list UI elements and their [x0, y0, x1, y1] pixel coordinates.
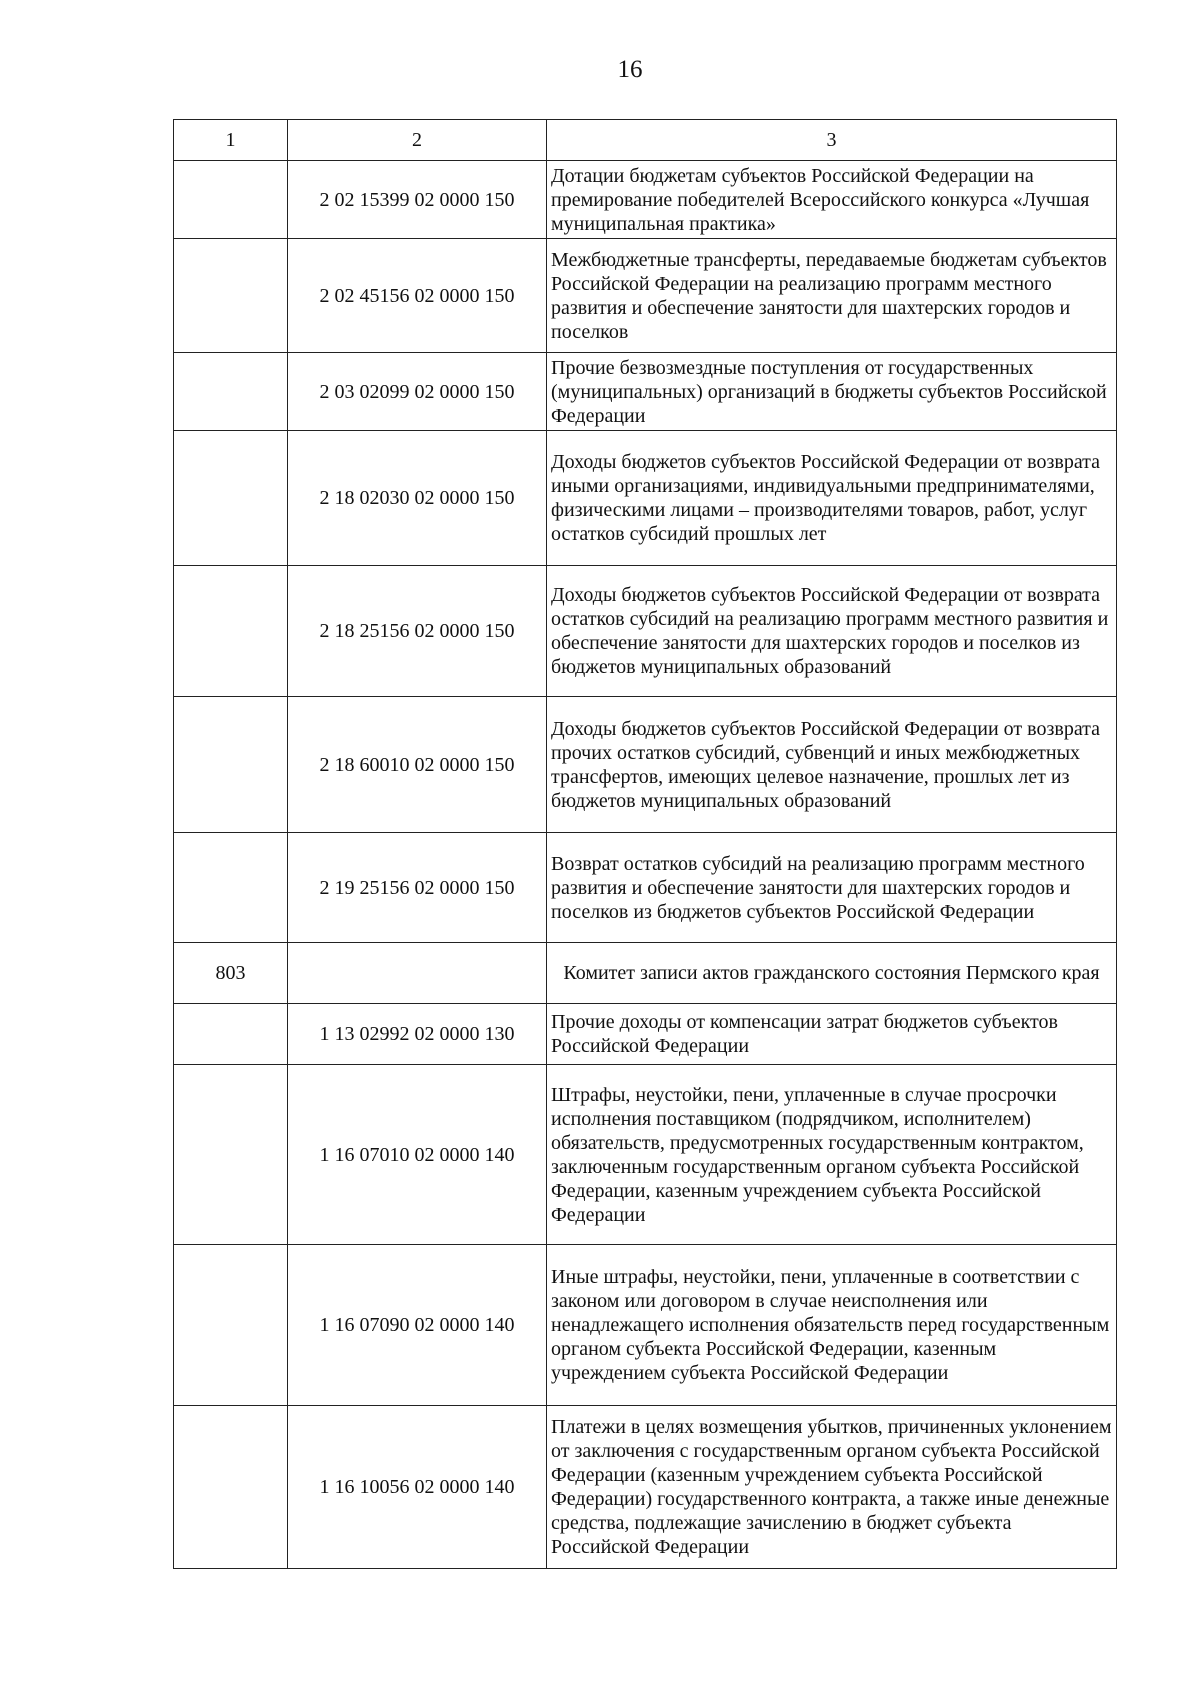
admin-code-cell: [174, 161, 288, 239]
budget-codes-table: [173, 119, 1117, 1569]
column-header-1: 1: [174, 120, 288, 161]
budget-code-cell: 1 13 02992 02 0000 130: [288, 1004, 547, 1065]
table-row: [174, 431, 1117, 566]
admin-code-cell: 803: [174, 943, 288, 1004]
description-cell: Штрафы, неустойки, пени, уплаченные в случае просрочки исполнения поставщиком (подрядчиком, исполнителем) обязательств, предусмотренных государственным контрактом, заключенным государственным органом субъекта Российской Федерации, казенным учреждением субъекта Российской Федерации: [547, 1065, 1117, 1245]
description-cell: Доходы бюджетов субъектов Российской Федерации от возврата иными организациями, индивидуальными предпринимателями, физическими лицами – производителями товаров, работ, услуг остатков субсидий прошлых лет: [547, 431, 1117, 566]
description-cell: Доходы бюджетов субъектов Российской Федерации от возврата остатков субсидий на реализацию программ местного развития и обеспечение занятости для шахтерских городов и поселков из бюджетов муниципальных образований: [547, 566, 1117, 697]
table-row-administrator: [174, 943, 1117, 1004]
table-row: [174, 833, 1117, 943]
administrator-name-cell: Комитет записи актов гражданского состояния Пермского края: [547, 943, 1117, 1004]
page-number: 16: [617, 56, 643, 83]
description-cell: Иные штрафы, неустойки, пени, уплаченные в соответствии с законом или договором в случае неисполнения или ненадлежащего исполнения обязательств перед государственным органом субъекта Российской Федерации, казенным учреждением субъекта Российской Федерации: [547, 1245, 1117, 1406]
description-cell: Платежи в целях возмещения убытков, причиненных уклонением от заключения с государственным органом субъекта Российской Федерации (казенным учреждением субъекта Российской Федерации) государственного контракта, а также иные денежные средства, подлежащие зачислению в бюджет субъекта Российской Федерации: [547, 1406, 1117, 1569]
budget-code-cell: 2 03 02099 02 0000 150: [288, 353, 547, 431]
column-header-2: 2: [288, 120, 547, 161]
table-row: [174, 239, 1117, 353]
description-cell: Прочие доходы от компенсации затрат бюджетов субъектов Российской Федерации: [547, 1004, 1117, 1065]
admin-code-cell: [174, 353, 288, 431]
table-row: [174, 161, 1117, 239]
budget-code-cell: 1 16 07090 02 0000 140: [288, 1245, 547, 1406]
admin-code-cell: [174, 566, 288, 697]
admin-code-cell: [174, 833, 288, 943]
admin-code-cell: [174, 1406, 288, 1569]
table-row: [174, 1065, 1117, 1245]
budget-code-cell: 2 02 15399 02 0000 150: [288, 161, 547, 239]
description-cell: Доходы бюджетов субъектов Российской Федерации от возврата прочих остатков субсидий, субвенций и иных межбюджетных трансфертов, имеющих целевое назначение, прошлых лет из бюджетов муниципальных образований: [547, 697, 1117, 833]
table-row: [174, 697, 1117, 833]
table-row: [174, 1245, 1117, 1406]
column-header-3: 3: [547, 120, 1117, 161]
budget-code-cell: 1 16 10056 02 0000 140: [288, 1406, 547, 1569]
description-cell: Возврат остатков субсидий на реализацию программ местного развития и обеспечение занятости для шахтерских городов и поселков из бюджетов субъектов Российской Федерации: [547, 833, 1117, 943]
budget-code-cell: 2 18 02030 02 0000 150: [288, 431, 547, 566]
admin-code-cell: [174, 239, 288, 353]
budget-code-cell: [288, 943, 547, 1004]
budget-code-cell: 2 02 45156 02 0000 150: [288, 239, 547, 353]
budget-code-cell: 2 18 60010 02 0000 150: [288, 697, 547, 833]
admin-code-cell: [174, 431, 288, 566]
table-row: [174, 1406, 1117, 1569]
budget-code-cell: 2 18 25156 02 0000 150: [288, 566, 547, 697]
table-row: [174, 566, 1117, 697]
table-header-row: [174, 120, 1117, 161]
description-cell: Прочие безвозмездные поступления от государственных (муниципальных) организаций в бюджеты субъектов Российской Федерации: [547, 353, 1117, 431]
budget-code-cell: 1 16 07010 02 0000 140: [288, 1065, 547, 1245]
table-row: [174, 1004, 1117, 1065]
admin-code-cell: [174, 1004, 288, 1065]
admin-code-cell: [174, 1245, 288, 1406]
table-row: [174, 353, 1117, 431]
budget-code-cell: 2 19 25156 02 0000 150: [288, 833, 547, 943]
admin-code-cell: [174, 1065, 288, 1245]
description-cell: Межбюджетные трансферты, передаваемые бюджетам субъектов Российской Федерации на реализацию программ местного развития и обеспечение занятости для шахтерских городов и поселков: [547, 239, 1117, 353]
description-cell: Дотации бюджетам субъектов Российской Федерации на премирование победителей Всероссийского конкурса «Лучшая муниципальная практика»: [547, 161, 1117, 239]
admin-code-cell: [174, 697, 288, 833]
